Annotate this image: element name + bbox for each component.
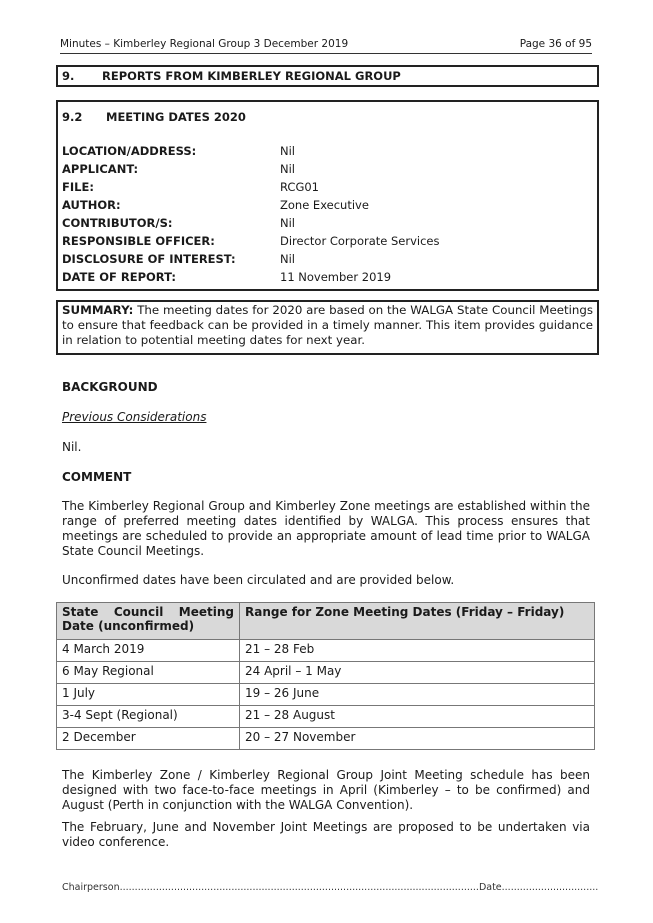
field-applicant [62,162,582,178]
summary-box [56,300,599,355]
field-value: Nil [280,144,295,158]
field-value: Zone Executive [280,198,369,212]
field-label: DISCLOSURE OF INTEREST: [62,252,236,266]
field-label: RESPONSIBLE OFFICER: [62,234,215,248]
field-date-of-report [62,270,582,286]
field-value: Nil [280,162,295,176]
field-value: Nil [280,216,295,230]
table-cell: 21 – 28 August [240,706,595,728]
field-label: CONTRIBUTOR/S: [62,216,173,230]
signature-footer: Chairperson.......................................................................................................................Date................................ [62,882,599,893]
background-text: Nil. [62,440,82,454]
table-cell: 4 March 2019 [57,640,240,662]
item-title: MEETING DATES 2020 [106,110,246,124]
field-value: Nil [280,252,295,266]
table-cell: 20 – 27 November [240,728,595,750]
comment-paragraph-1: The Kimberley Regional Group and Kimberley Zone meetings are established within the range of preferred meeting dates identified by WALGA. This process ensures that meetings are scheduled to provide an appropriate amount of lead time prior to WALGA State Council Meetings. [62,499,590,558]
table-cell: 24 April – 1 May [240,662,595,684]
table-cell: 19 – 26 June [240,684,595,706]
background-heading: BACKGROUND [62,380,158,394]
section-title: REPORTS FROM KIMBERLEY REGIONAL GROUP [102,69,401,83]
field-label: APPLICANT: [62,162,139,176]
field-label: AUTHOR: [62,198,121,212]
table-header-cell: State Council Meeting Date (unconfirmed) [57,603,240,640]
closing-paragraph-1: The Kimberley Zone / Kimberley Regional Group Joint Meeting schedule has been designed with two face-to-face meetings in April (Kimberley – to be confirmed) and August (Perth in conjunction with the WALGA Convention). [62,768,590,812]
table-row [57,640,595,662]
table-row [57,684,595,706]
field-value: RCG01 [280,180,319,194]
field-location [62,144,582,160]
header-title: Minutes – Kimberley Regional Group 3 December 2019 [60,38,349,50]
meeting-dates-table [56,602,595,750]
page-header [60,37,592,54]
table-row [57,728,595,750]
table-cell: 1 July [57,684,240,706]
table-header-row [57,603,595,640]
field-value: 11 November 2019 [280,270,392,284]
field-label: FILE: [62,180,94,194]
field-contributors [62,216,582,232]
summary-paragraph [58,302,597,349]
subheading-text: Previous Considerations [62,410,207,424]
field-disclosure [62,252,582,268]
summary-label: SUMMARY: [62,303,134,317]
table-row [57,706,595,728]
field-file [62,180,582,196]
previous-considerations-subheading [62,410,590,425]
comment-paragraph-2: Unconfirmed dates have been circulated and are provided below. [62,573,455,587]
field-label: DATE OF REPORT: [62,270,176,284]
table-cell: 21 – 28 Feb [240,640,595,662]
item-number: 9.2 [62,110,83,124]
table-header-cell: Range for Zone Meeting Dates (Friday – Friday) [240,603,595,640]
field-value: Director Corporate Services [280,234,440,248]
page-number: Page 36 of 95 [519,38,592,50]
summary-text: The meeting dates for 2020 are based on the WALGA State Council Meetings to ensure that feedback can be provided in a timely manner. This item provides guidance in relation to potential meeting dates for next year. [62,303,594,347]
table-row [57,662,595,684]
item-heading [62,110,246,124]
section-heading-box [56,65,599,87]
item-details-box [56,100,599,291]
comment-heading: COMMENT [62,470,132,484]
table-cell: 3-4 Sept (Regional) [57,706,240,728]
closing-paragraph-2: The February, June and November Joint Meetings are proposed to be undertaken via video conference. [62,820,590,849]
field-author [62,198,582,214]
field-label: LOCATION/ADDRESS: [62,144,197,158]
section-number: 9. [62,69,75,83]
table-cell: 2 December [57,728,240,750]
table-cell: 6 May Regional [57,662,240,684]
field-responsible-officer [62,234,582,250]
